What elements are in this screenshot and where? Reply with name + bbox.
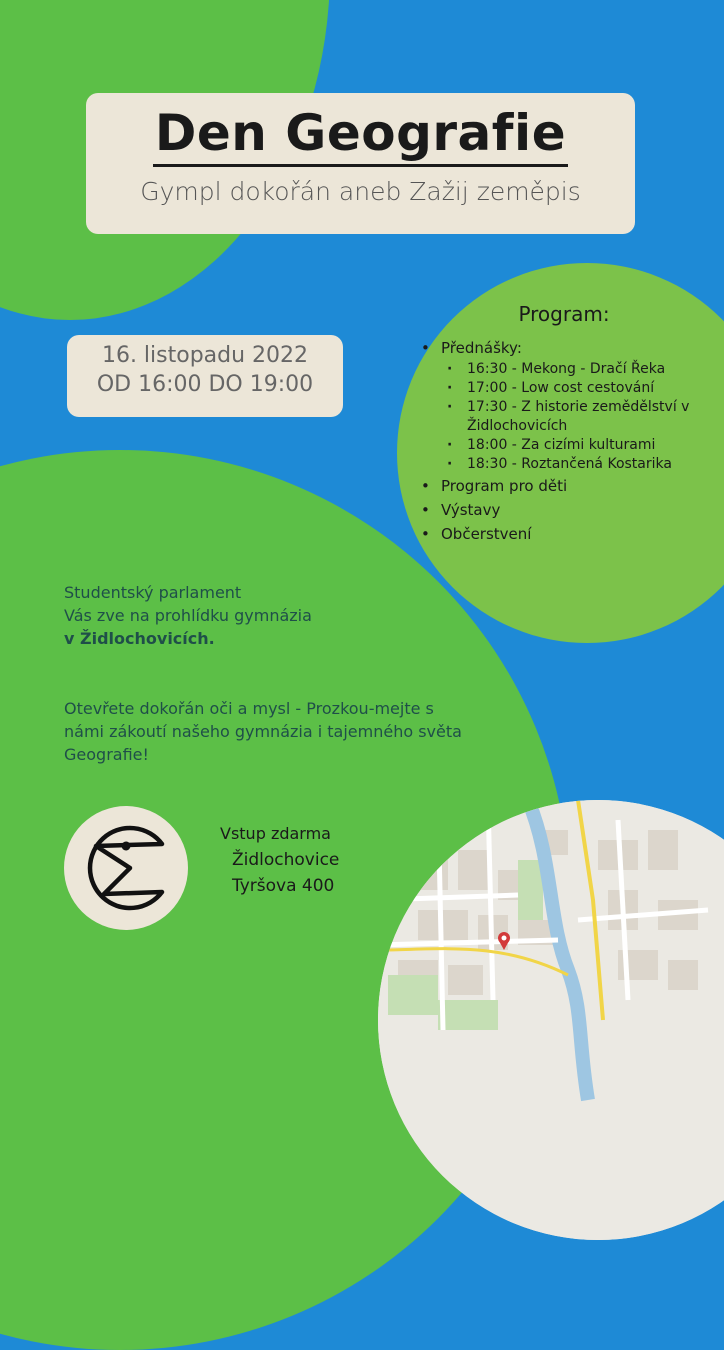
lecture-item: · 18:30 - Roztančená Kostarika — [441, 455, 719, 474]
event-time: OD 16:00 DO 19:00 — [96, 371, 314, 397]
title-box — [86, 93, 635, 234]
free-entry-label: Vstup zdarma — [220, 824, 331, 843]
invitation-line: Studentský parlament — [64, 583, 242, 602]
invitation-location: v Židlochovicích. — [64, 629, 215, 648]
lectures-list — [441, 360, 719, 474]
program-item: • Výstavy — [419, 498, 719, 522]
program-item: • Občerstvení — [419, 522, 719, 546]
program-item: • Program pro děti — [419, 474, 719, 498]
invitation-body: Otevřete dokořán oči a mysl - Prozkou-mejte s námi zákoutí našeho gymnázia i tajemného světa Geografie! — [64, 699, 462, 764]
event-date: 16. listopadu 2022 — [101, 343, 309, 368]
address-street: Tyršova 400 — [232, 876, 335, 896]
lectures-label: Přednášky: — [441, 339, 522, 357]
invitation-line: Vás zve na prohlídku gymnázia — [64, 606, 312, 625]
program-heading: Program: — [518, 302, 610, 326]
page-subtitle: Gympl dokořán aneb Zažij zeměpis — [140, 177, 581, 206]
lecture-item: · 18:00 - Za cizími kulturami — [441, 436, 719, 455]
program-item-lectures — [419, 336, 719, 474]
pacman-face-icon — [64, 806, 188, 930]
invitation-text — [64, 581, 394, 650]
lecture-item: · 16:30 - Mekong - Dračí Řeka — [441, 360, 719, 379]
program-section — [419, 302, 719, 546]
lecture-item: · 17:30 - Z historie zemědělství v Židlochovicích — [441, 398, 719, 436]
program-list — [419, 336, 719, 546]
date-box — [67, 335, 343, 417]
lecture-item: · 17:00 - Low cost cestování — [441, 379, 719, 398]
entry-info — [220, 821, 380, 899]
logo-circle — [64, 806, 188, 930]
address-city: Židlochovice — [232, 850, 340, 870]
page-title: Den Geografie — [153, 103, 568, 167]
